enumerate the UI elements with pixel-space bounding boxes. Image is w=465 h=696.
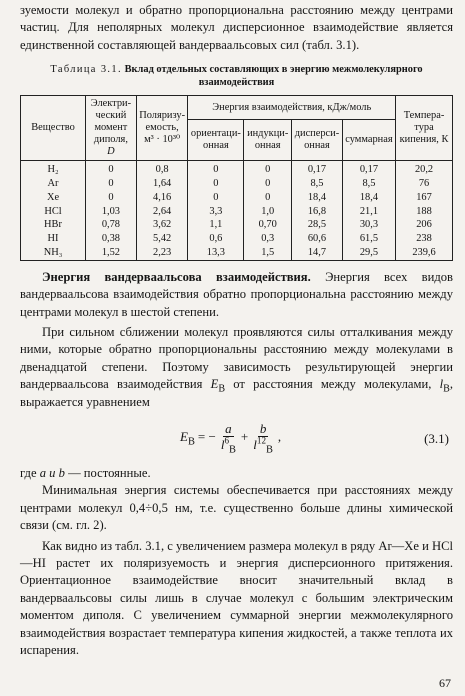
header-dipole: Электри-ческий момент диполя, D bbox=[86, 96, 137, 161]
header-induct: индукци-онная bbox=[244, 120, 292, 161]
table-label: Таблица 3.1. bbox=[50, 64, 123, 76]
header-dispers: дисперси-онная bbox=[292, 120, 343, 161]
header-orient: ориентаци-онная bbox=[188, 120, 244, 161]
header-energy-group: Энергия взаимодействия, кДж/моль bbox=[188, 96, 396, 120]
table-caption bbox=[20, 64, 453, 89]
intro-paragraph: зуемости молекул и обратно пропорциональна расстоянию между центрами частиц. Для неполярных молекул дисперсионное взаимодействие является единственной составляющей вандерваальсовых сил (табл. 3.1). bbox=[20, 3, 453, 52]
section-text: Энергия всех видов вандерваальсова взаимодействия обратно пропорциональна расстоянию между центрами молекул в шестой степени. bbox=[20, 269, 454, 319]
energy-table bbox=[20, 95, 453, 261]
table-title: Вклад отдельных составляющих в энергию межмолекулярного взаимодействия bbox=[124, 64, 423, 88]
equation-3-1: $E_В$ = − $\frac{a}{l^6_В}$ + $\frac{b}{l^{12}_В}$ , (3.1) bbox=[180, 421, 449, 456]
fraction-a: $\frac{a}{l^6_В}$ bbox=[220, 421, 236, 456]
section-paragraph bbox=[20, 269, 453, 321]
fraction-b: $\frac{b}{l^{12}_В}$ bbox=[253, 421, 273, 456]
paragraph-repulsion: При сильном сближении молекул проявляются силы отталкивания между ними, которые обратно пропорциональны расстоянию между молекулами в двенадцатой степени. Поэтому зависимость результирующей энергии вандерваальсова взаимодействия $E_В$ от расстояния между молекулами, $l_В$, выражается уравнением bbox=[20, 325, 453, 409]
table-row: Ar 0 1,64 0 0 8,5 8,5 76 bbox=[21, 177, 453, 191]
table-row: H₂ 0 0,8 0 0 0,17 0,17 20,2 bbox=[21, 161, 453, 177]
page-number: 67 bbox=[439, 675, 451, 690]
equation-number: (3.1) bbox=[424, 431, 449, 447]
table-row: HI 0,38 5,42 0,6 0,3 60,6 61,5 238 bbox=[21, 232, 453, 246]
constants-note: где a и b — постоянные. bbox=[20, 466, 151, 481]
table-row: NH₃ 1,52 2,23 13,3 1,5 14,7 29,5 239,6 bbox=[21, 246, 453, 260]
table-row: HCl 1,03 2,64 3,3 1,0 16,8 21,1 188 bbox=[21, 205, 453, 219]
paragraph-trends: Как видно из табл. 3.1, с увеличением размера молекул в ряду Ar—Xe и HCl—HI растет их поляризуемость и энергия дисперсионного притяжения. Ориентационное взаимодействие вносит значительный вклад в вандерваальсовы силы лишь в случае молекул с большим электрическим моментом диполя. С увеличением суммарной энергии межмолекулярного взаимодействия возрастает температура кипения жидкостей, а также теплота их испарения. bbox=[20, 538, 453, 658]
header-polarizability: Поляризу-емость, м³ · 10³⁰ bbox=[136, 96, 188, 161]
table-row: Xe 0 4,16 0 0 18,4 18,4 167 bbox=[21, 191, 453, 205]
header-substance: Вещество bbox=[21, 96, 86, 161]
header-total: суммарная bbox=[342, 120, 395, 161]
section-heading: Энергия вандерваальсова взаимодействия. bbox=[42, 269, 311, 284]
table-row: HBr 0,78 3,62 1,1 0,70 28,5 30,3 206 bbox=[21, 218, 453, 232]
paragraph-min-energy: Минимальная энергия системы обеспечивается при расстояниях между центрами молекул 0,4÷0,5 нм, т.е. существенно больше длины химической связи (см. гл. 2). bbox=[20, 483, 453, 533]
header-boiling: Темпера-тура кипения, К bbox=[396, 96, 453, 161]
